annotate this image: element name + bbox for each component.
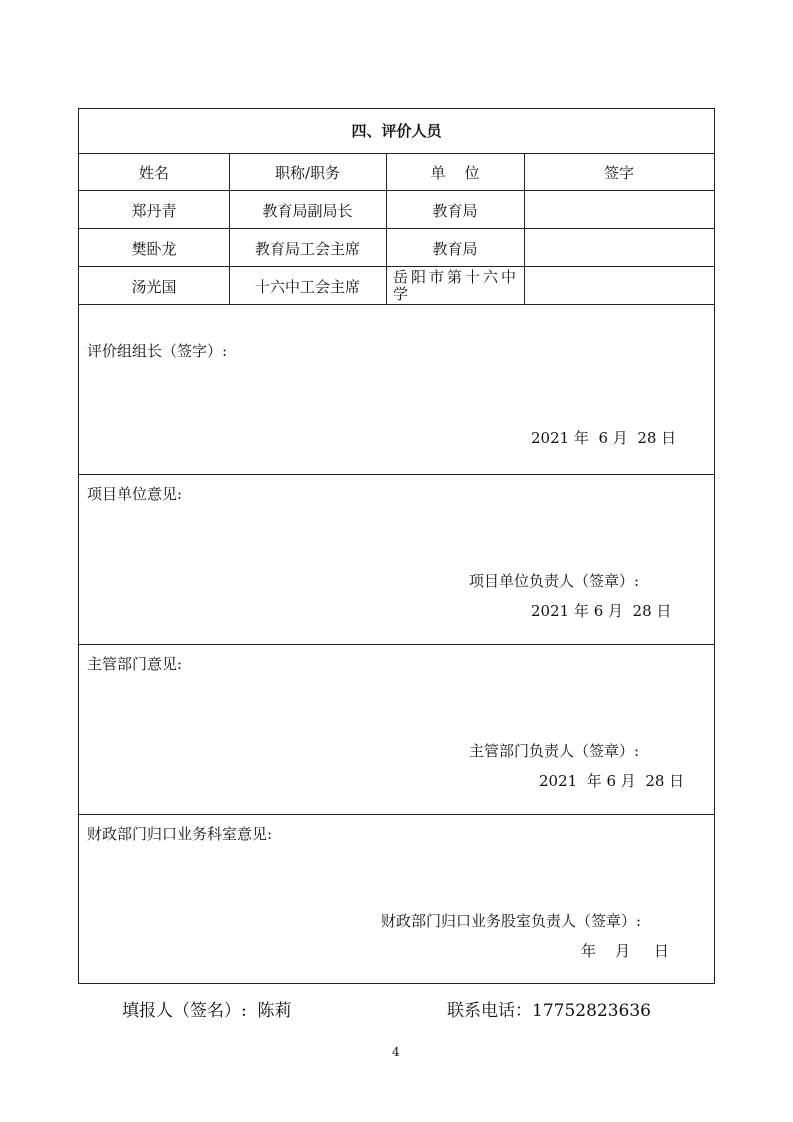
signature-field[interactable] <box>525 191 714 228</box>
row-unit: 教育局 <box>432 202 478 220</box>
department-label: 主管部门意见: <box>87 655 183 673</box>
header-signature: 签字 <box>603 164 634 182</box>
department-date: 2021 年 6 月 28 日 <box>539 772 685 790</box>
leader-date: 2021 年 6 月 28 日 <box>531 429 677 447</box>
rule <box>79 304 714 305</box>
rule <box>79 474 714 475</box>
project-unit-label: 项目单位意见: <box>87 485 183 503</box>
finance-date: 年 月 日 <box>581 942 669 960</box>
leader-label: 评价组组长（签字）: <box>87 342 228 360</box>
rule <box>79 153 714 154</box>
row-unit: 岳阳市第十六中学 <box>393 269 520 303</box>
row-title: 教育局副局长 <box>262 202 353 220</box>
filler-signature: 填报人（签名）: 陈莉 <box>122 1001 292 1021</box>
header-title: 职称/职务 <box>274 164 341 182</box>
rule <box>79 814 714 815</box>
rule <box>79 644 714 645</box>
contact-phone: 联系电话：17752823636 <box>447 1001 651 1021</box>
row-title: 教育局工会主席 <box>254 240 360 258</box>
row-name: 樊卧龙 <box>131 240 177 258</box>
department-signer: 主管部门负责人（签章）: <box>469 742 640 760</box>
finance-signer: 财政部门归口业务股室负责人（签章）: <box>381 912 642 930</box>
project-unit-date: 2021 年 6 月 28 日 <box>531 602 672 620</box>
header-name: 姓名 <box>138 164 169 182</box>
project-unit-signer: 项目单位负责人（签章）: <box>469 572 640 590</box>
header-unit: 单 位 <box>430 164 480 182</box>
signature-field[interactable] <box>525 229 714 266</box>
section-title: 四、评价人员 <box>351 122 442 140</box>
evaluation-form <box>78 108 715 984</box>
signature-field[interactable] <box>525 267 714 304</box>
row-name: 郑丹青 <box>131 202 177 220</box>
finance-label: 财政部门归口业务科室意见: <box>87 825 273 843</box>
row-unit: 教育局 <box>432 240 478 258</box>
page-number: 4 <box>392 1045 400 1059</box>
row-name: 汤光国 <box>131 278 177 296</box>
row-title: 十六中工会主席 <box>254 278 360 296</box>
